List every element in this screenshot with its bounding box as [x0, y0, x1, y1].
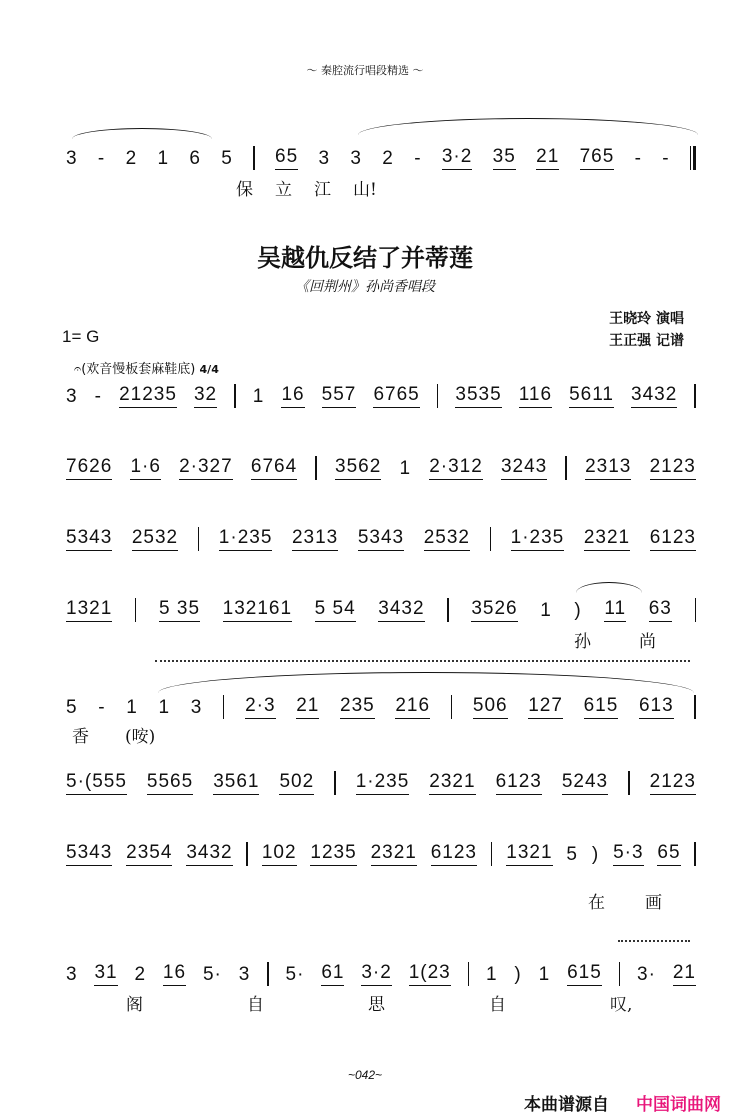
lyric-char: 立: [275, 180, 292, 200]
singer-credit: 王晓玲 演唱: [609, 311, 684, 327]
note-group: 1·235: [356, 771, 410, 795]
note-group: 2: [125, 148, 138, 169]
note-group: 2532: [424, 527, 470, 551]
note-group: 5343: [358, 527, 404, 551]
note-group: 127: [528, 695, 563, 719]
note-group: 6765: [373, 384, 419, 408]
note-group: 16: [281, 384, 304, 408]
note-group: 216: [395, 695, 430, 719]
lyrics-line-5: [72, 722, 155, 747]
note-group: 5·: [285, 964, 305, 985]
note-group: 502: [279, 771, 314, 795]
lyrics-line-0: [236, 175, 377, 200]
note-group: 3: [66, 386, 78, 407]
barline: [334, 771, 336, 795]
barline: [490, 527, 492, 551]
barline: [628, 771, 630, 795]
note-group: -: [662, 148, 670, 169]
note-group: 615: [584, 695, 619, 719]
note-group: 7626: [66, 456, 112, 480]
staff-line-1: [66, 384, 696, 408]
note-group: 5: [221, 148, 233, 169]
note-group: 63: [649, 598, 672, 622]
key-signature: 1= G: [62, 327, 100, 346]
barline: [694, 695, 696, 719]
lyrics-line-4: [574, 627, 656, 652]
note-group: -: [98, 697, 106, 718]
note-group: 32: [194, 384, 217, 408]
note-group: 1: [538, 964, 551, 985]
note-group: 1: [157, 148, 170, 169]
note-group: 2313: [585, 456, 631, 480]
note-group: ): [591, 844, 600, 865]
note-group: 2123: [650, 456, 696, 480]
note-group: 3·2: [361, 962, 391, 986]
barline: [694, 842, 696, 866]
lyric-char: (咹): [125, 727, 156, 747]
note-group: 557: [322, 384, 357, 408]
note-group: 21: [536, 146, 559, 170]
note-group: 1: [399, 458, 412, 479]
barline: [491, 842, 493, 866]
staff-line-0: [66, 146, 696, 170]
note-group: ): [514, 964, 522, 985]
staff-line-6: [66, 771, 696, 795]
note-group: 5·(555: [66, 771, 127, 795]
note-group: 3: [350, 148, 362, 169]
running-header: 〜 秦腔流行唱段精选 〜: [306, 64, 424, 77]
time-signature: 4/4: [199, 363, 219, 376]
lyric-char: 在: [588, 893, 605, 913]
note-group: 2: [134, 964, 147, 985]
note-group: 3432: [378, 598, 424, 622]
note-group: 2321: [371, 842, 417, 866]
note-group: 35: [493, 146, 516, 170]
note-group: -: [97, 148, 106, 169]
note-group: 2321: [429, 771, 475, 795]
note-group: 1·235: [219, 527, 273, 551]
lyric-char: 孙: [574, 632, 591, 652]
note-group: 1: [252, 386, 265, 407]
note-group: 116: [519, 384, 552, 408]
lyric-char: 江: [314, 180, 331, 200]
note-group: 765: [580, 146, 615, 170]
note-group: 1: [126, 697, 138, 718]
note-group: 506: [473, 695, 508, 719]
note-group: 3: [66, 964, 78, 985]
note-group: 132161: [223, 598, 292, 622]
barline: [451, 695, 453, 719]
barline: [198, 527, 200, 551]
staff-line-2: [66, 456, 696, 480]
note-group: 1·6: [130, 456, 160, 480]
staff-line-3: [66, 527, 696, 551]
note-group: 3562: [335, 456, 381, 480]
note-group: 3432: [631, 384, 677, 408]
note-group: 31: [94, 962, 117, 986]
header-text: 秦腔流行唱段精选: [321, 64, 409, 77]
barline: [565, 456, 567, 480]
note-group: 5·3: [613, 842, 643, 866]
note-group: -: [414, 148, 422, 169]
note-group: 2·312: [429, 456, 483, 480]
barline: [447, 598, 449, 622]
note-group: 16: [163, 962, 186, 986]
final-barline: [690, 146, 696, 170]
barline: [437, 384, 439, 408]
note-group: 1: [485, 964, 498, 985]
note-group: 2·327: [179, 456, 233, 480]
note-group: 5565: [147, 771, 193, 795]
note-group: 615: [567, 962, 602, 986]
barline: [619, 962, 621, 986]
note-group: 3526: [471, 598, 517, 622]
barline: [223, 695, 225, 719]
lyric-char: 香: [72, 727, 89, 747]
barline: [253, 146, 255, 170]
lyric-char: 思: [368, 995, 385, 1015]
note-group: 3432: [186, 842, 232, 866]
lyric-char: 叹,: [610, 995, 633, 1015]
note-group: 21: [296, 695, 319, 719]
note-group: 6123: [431, 842, 477, 866]
lyric-char: 自: [489, 995, 506, 1015]
barline: [695, 598, 697, 622]
lyric-char: 阁: [126, 995, 143, 1015]
page-number: ~042~: [347, 1068, 383, 1082]
note-group: 3·: [637, 964, 656, 985]
note-group: 5: [566, 844, 578, 865]
song-title: 吴越仇反结了并蒂莲: [257, 243, 473, 272]
note-group: 3243: [501, 456, 547, 480]
note-group: 2321: [584, 527, 630, 551]
tempo-marking: 𝄐(欢音慢板套麻鞋底) 4/4: [74, 362, 219, 377]
song-subtitle: 《回荆州》孙尚香唱段: [295, 279, 435, 295]
note-group: 2313: [292, 527, 338, 551]
barline: [246, 842, 248, 866]
note-group: 5343: [66, 842, 112, 866]
note-group: 21: [673, 962, 696, 986]
note-group: 3: [318, 148, 331, 169]
note-group: 1321: [506, 842, 552, 866]
barline: [694, 384, 696, 408]
note-group: 2532: [132, 527, 178, 551]
note-group: 2354: [126, 842, 172, 866]
note-group: 21235: [119, 384, 177, 408]
note-group: 5343: [66, 527, 112, 551]
note-group: 1321: [66, 598, 112, 622]
lyric-char: 自: [247, 995, 264, 1015]
note-group: 5611: [569, 384, 614, 408]
note-group: 5 35: [159, 598, 200, 622]
note-group: 235: [340, 695, 375, 719]
note-group: 3: [66, 148, 78, 169]
lyrics-line-8: [126, 990, 632, 1015]
note-group: 3: [190, 697, 203, 718]
barline: [267, 962, 269, 986]
staff-line-5: [66, 695, 696, 719]
note-group: 6: [189, 148, 201, 169]
note-group: 5: [66, 697, 78, 718]
note-group: 6123: [496, 771, 542, 795]
barline: [234, 384, 236, 408]
staff-line-8: [66, 962, 696, 986]
source-label: 本曲谱源自: [524, 1095, 609, 1114]
note-group: 65: [275, 146, 298, 170]
note-group: -: [634, 148, 642, 169]
lyric-char: 山!: [353, 180, 377, 200]
tempo-text: (欢音慢板套麻鞋底): [81, 362, 196, 377]
note-group: 6764: [251, 456, 297, 480]
note-group: -: [94, 386, 102, 407]
source-site-link[interactable]: 中国词曲网: [636, 1095, 721, 1114]
note-group: 11: [604, 598, 626, 622]
note-group: 1(23: [409, 962, 451, 986]
lyric-char: 保: [236, 180, 253, 200]
note-group: 1·235: [511, 527, 565, 551]
lyric-char: 尚: [639, 632, 656, 652]
note-group: 1: [540, 600, 552, 621]
note-group: 6123: [650, 527, 696, 551]
note-group: 2123: [650, 771, 696, 795]
lyrics-line-7: [588, 888, 662, 913]
barline: [135, 598, 137, 622]
barline: [315, 456, 317, 480]
note-group: 5 54: [315, 598, 356, 622]
staff-line-4: [66, 598, 696, 622]
note-group: 3535: [455, 384, 501, 408]
note-group: 613: [639, 695, 674, 719]
note-group: ): [574, 600, 582, 621]
note-group: 5243: [562, 771, 608, 795]
note-group: 2·3: [245, 695, 275, 719]
note-group: 61: [321, 962, 344, 986]
barline: [468, 962, 470, 986]
notator-credit: 王正强 记谱: [609, 333, 684, 349]
note-group: 5·: [202, 964, 222, 985]
note-group: 102: [262, 842, 297, 866]
note-group: 1: [158, 697, 171, 718]
lyric-char: 画: [645, 893, 662, 913]
note-group: 65: [657, 842, 680, 866]
note-group: 1235: [310, 842, 356, 866]
note-group: 3·2: [442, 146, 472, 170]
note-group: 2: [382, 148, 394, 169]
note-group: 3: [238, 964, 251, 985]
staff-line-7: [66, 842, 696, 866]
note-group: 3561: [213, 771, 259, 795]
